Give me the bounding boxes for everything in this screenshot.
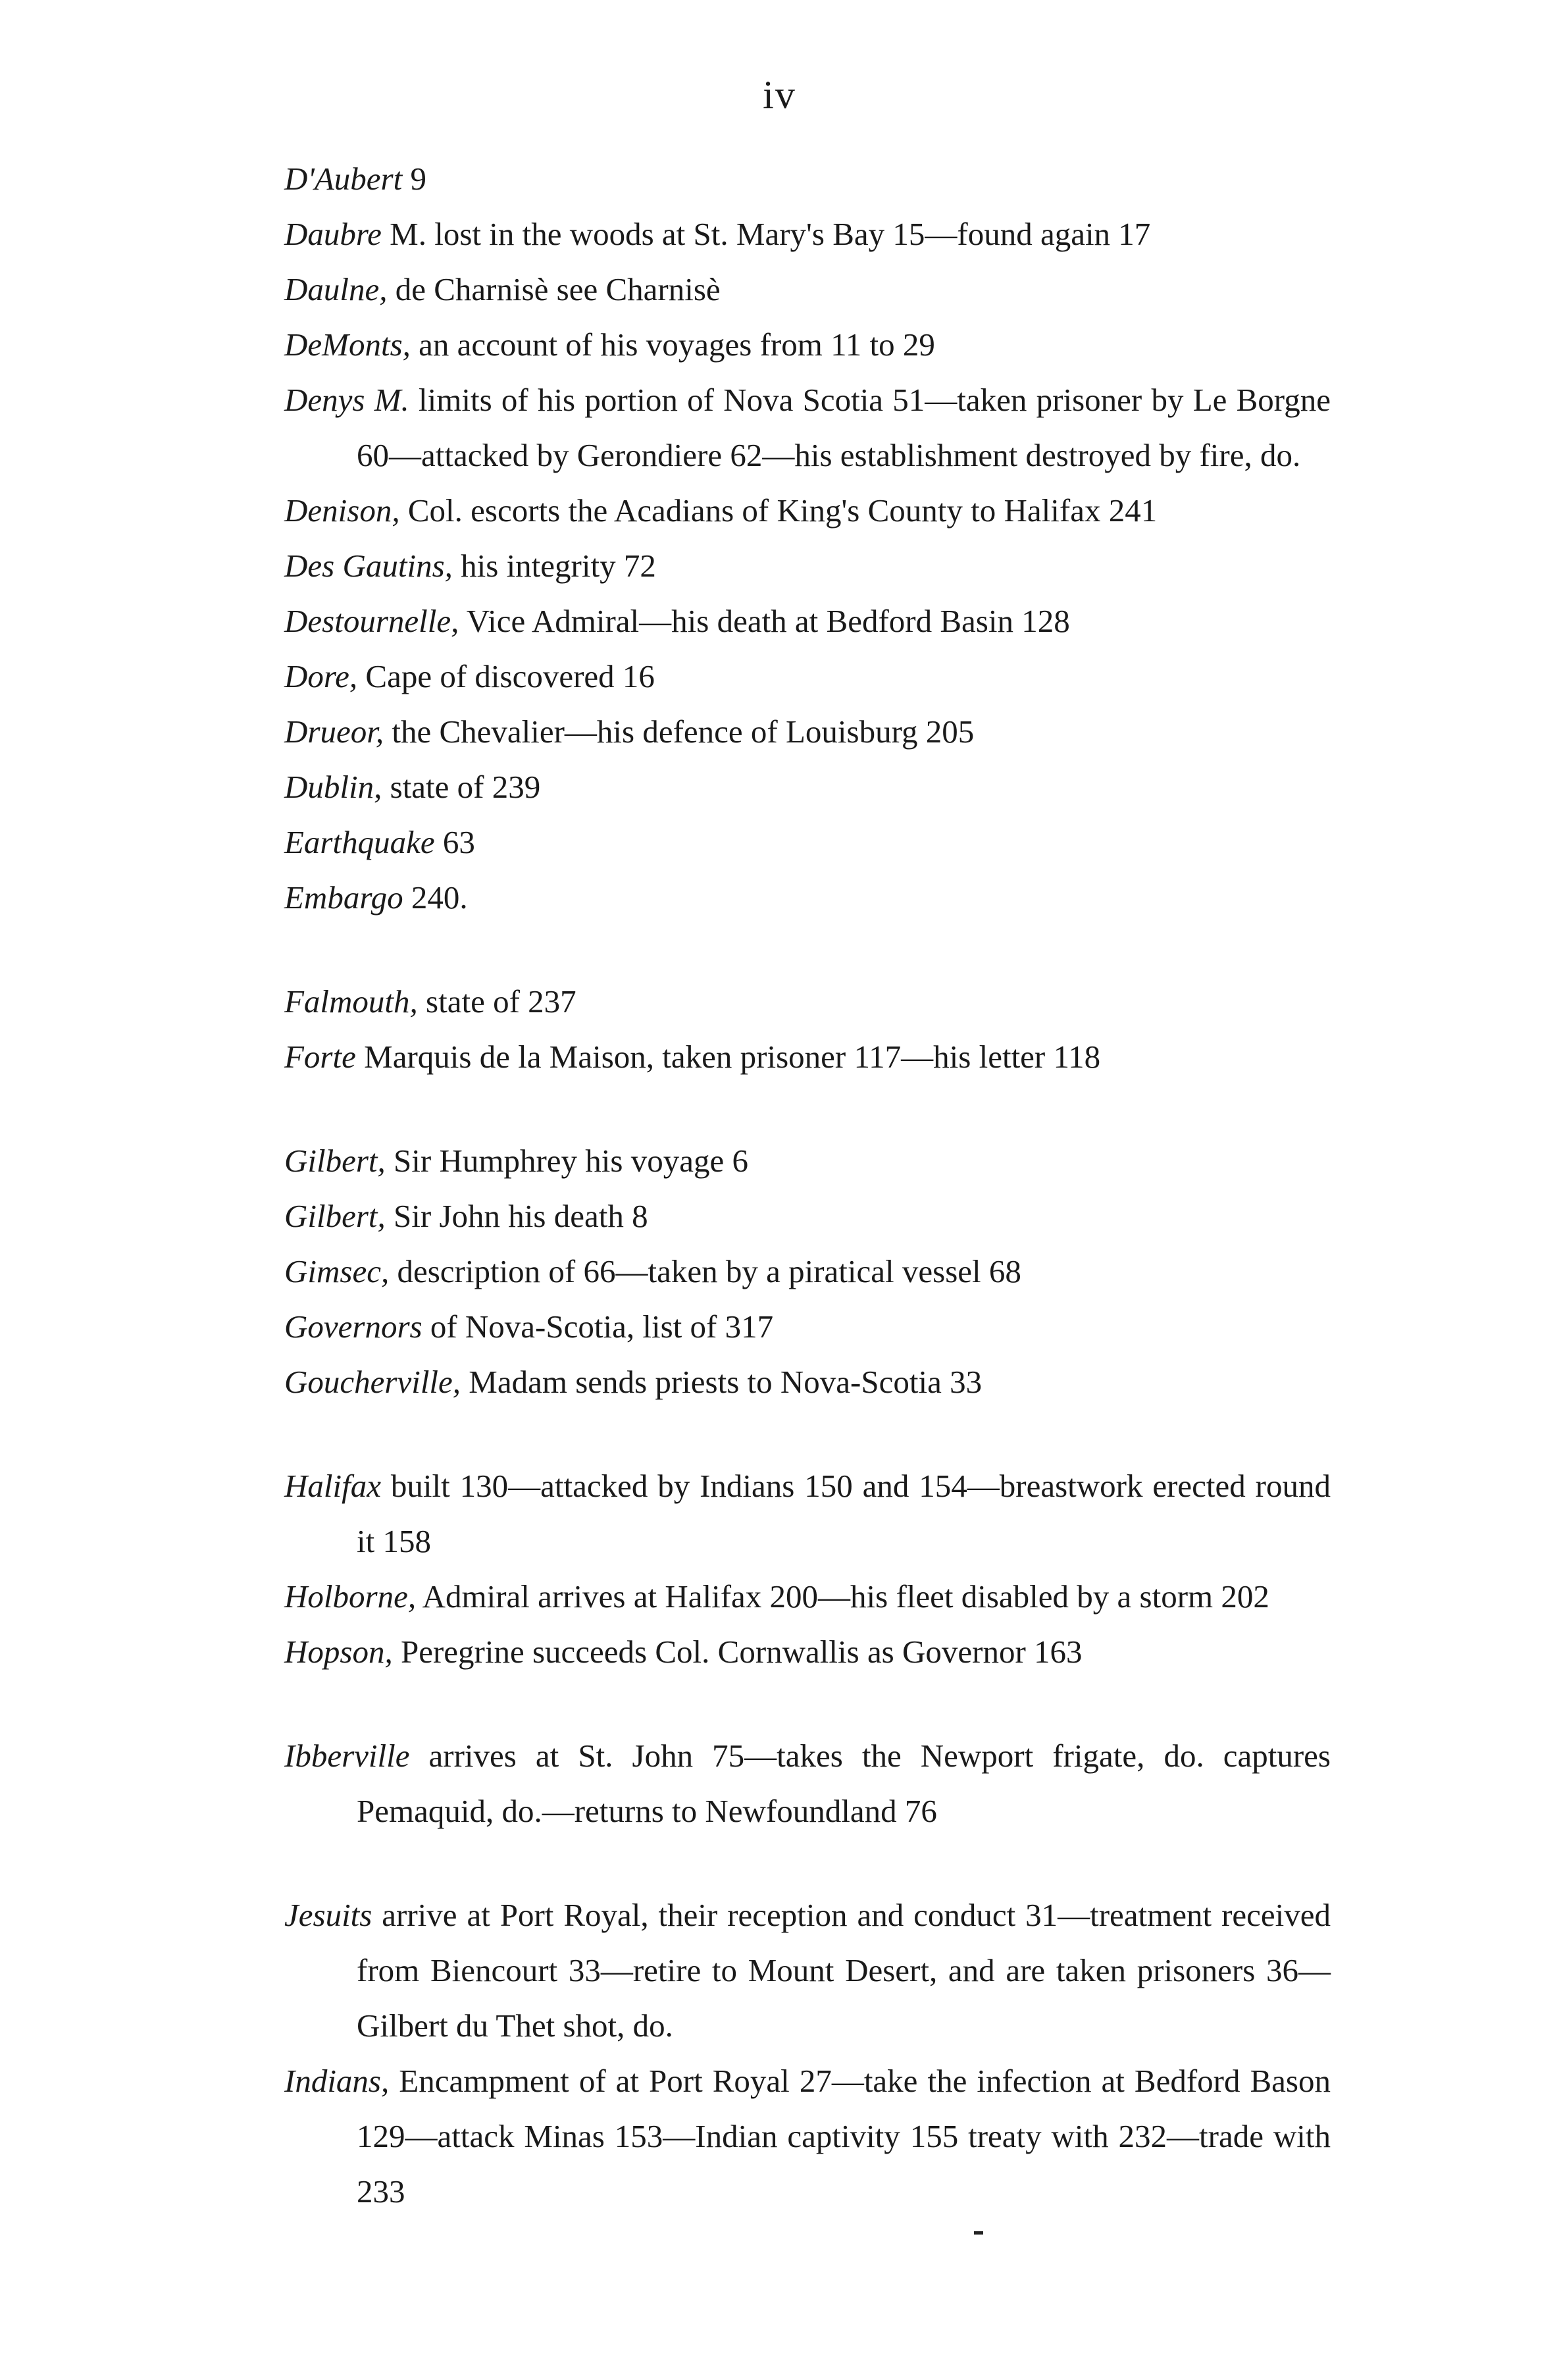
entry-text: the Chevalier—his defence of Louisburg 205 <box>384 713 975 750</box>
index-entry <box>284 1244 1331 1299</box>
entry-text: 63 <box>434 824 475 860</box>
entry-text: arrive at Port Royal, their reception and conduct 31—treatment received from Biencourt 33—retire to Mount Desert, and are taken prisoners 36—Gilbert du Thet shot, do. <box>357 1897 1331 2044</box>
entry-text: description of 66—taken by a piratical vessel 68 <box>389 1253 1021 1289</box>
entry-text: limits of his portion of Nova Scotia 51—taken prisoner by Le Borgne 60—attacked by Gerondiere 62—his establishment destroyed by fire, do. <box>357 382 1331 473</box>
index-entry <box>284 483 1331 538</box>
index-list <box>284 151 1331 2219</box>
index-entry <box>284 1189 1331 1244</box>
entry-heading: Daulne, <box>284 271 388 307</box>
entry-heading: Forte <box>284 1039 356 1075</box>
index-entry <box>284 1459 1331 1569</box>
entry-text: state of 237 <box>417 983 576 1020</box>
entry-heading: Destournelle, <box>284 603 459 639</box>
entry-heading: Holborne, <box>284 1578 417 1615</box>
entry-text: de Charnisè see Charnisè <box>387 271 721 307</box>
entry-text: his integrity 72 <box>452 548 656 584</box>
entry-heading: Falmouth, <box>284 983 418 1020</box>
entry-text: Madam sends priests to Nova-Scotia 33 <box>461 1364 983 1400</box>
index-entry <box>284 373 1331 483</box>
entry-heading: Indians, <box>284 2063 390 2099</box>
index-entry <box>284 815 1331 870</box>
entry-text: Sir John his death 8 <box>385 1198 648 1234</box>
entry-heading: Denys M. <box>284 382 409 418</box>
index-entry <box>284 1569 1331 1624</box>
index-entry <box>284 207 1331 262</box>
entry-heading: DeMonts, <box>284 326 411 363</box>
entry-heading: Goucherville, <box>284 1364 461 1400</box>
entry-heading: Gilbert, <box>284 1143 386 1179</box>
index-entry <box>284 870 1331 925</box>
index-entry <box>284 760 1331 815</box>
index-entry <box>284 1888 1331 2054</box>
index-entry <box>284 1133 1331 1189</box>
entry-heading: D'Aubert <box>284 161 403 197</box>
entry-heading: Halifax <box>284 1468 381 1504</box>
index-entry <box>284 594 1331 649</box>
index-entry <box>284 1299 1331 1355</box>
entry-text: arrives at St. John 75—takes the Newport frigate, do. captures Pemaquid, do.—returns to Newfoundland 76 <box>357 1738 1331 1829</box>
entry-heading: Dore, <box>284 658 358 694</box>
entry-text: Admiral arrives at Halifax 200—his fleet disabled by a storm 202 <box>416 1578 1269 1615</box>
entry-text: an account of his voyages from 11 to 29 <box>410 326 935 363</box>
index-entry <box>284 649 1331 704</box>
entry-heading: Earthquake <box>284 824 435 860</box>
entry-heading: Ibberville <box>284 1738 410 1774</box>
entry-heading: Drueor, <box>284 713 384 750</box>
entry-heading: Jesuits <box>284 1897 372 1933</box>
index-entry <box>284 538 1331 594</box>
entry-heading: Gilbert, <box>284 1198 386 1234</box>
entry-text: Marquis de la Maison, taken prisoner 117—his letter 118 <box>355 1039 1101 1075</box>
entry-text: of Nova-Scotia, list of 317 <box>422 1308 774 1345</box>
entry-text: Peregrine succeeds Col. Cornwallis as Governor 163 <box>392 1634 1083 1670</box>
index-entry <box>284 151 1331 207</box>
index-entry <box>284 1728 1331 1839</box>
entry-text: state of 239 <box>382 769 541 805</box>
entry-text: Cape of discovered 16 <box>357 658 655 694</box>
entry-heading: Des Gautins, <box>284 548 453 584</box>
index-entry <box>284 2054 1331 2219</box>
ink-speck <box>974 2231 983 2235</box>
entry-heading: Dublin, <box>284 769 382 805</box>
entry-text: Col. escorts the Acadians of King's County to Halifax 241 <box>399 492 1158 529</box>
entry-heading: Gimsec, <box>284 1253 390 1289</box>
entry-heading: Denison, <box>284 492 400 529</box>
page-number: iv <box>763 73 796 116</box>
index-entry <box>284 974 1331 1029</box>
index-entry <box>284 1355 1331 1410</box>
entry-heading: Embargo <box>284 879 403 916</box>
entry-text: built 130—attacked by Indians 150 and 154—breastwork erected round it 158 <box>357 1468 1331 1559</box>
entry-text: M. lost in the woods at St. Mary's Bay 15—found again 17 <box>381 216 1151 252</box>
index-entry <box>284 262 1331 317</box>
index-entry <box>284 1624 1331 1680</box>
entry-text: Vice Admiral—his death at Bedford Basin 128 <box>459 603 1070 639</box>
entry-heading: Governors <box>284 1308 422 1345</box>
index-entry <box>284 1029 1331 1085</box>
index-entry <box>284 704 1331 760</box>
index-entry <box>284 317 1331 373</box>
entry-text: Sir Humphrey his voyage 6 <box>385 1143 748 1179</box>
entry-text: Encampment of at Port Royal 27—take the infection at Bedford Bason 129—attack Minas 153—Indian captivity 155 treaty with 232—trade with 233 <box>357 2063 1331 2210</box>
entry-heading: Daubre <box>284 216 382 252</box>
entry-text: 9 <box>402 161 426 197</box>
entry-text: 240. <box>403 879 468 916</box>
entry-heading: Hopson, <box>284 1634 393 1670</box>
